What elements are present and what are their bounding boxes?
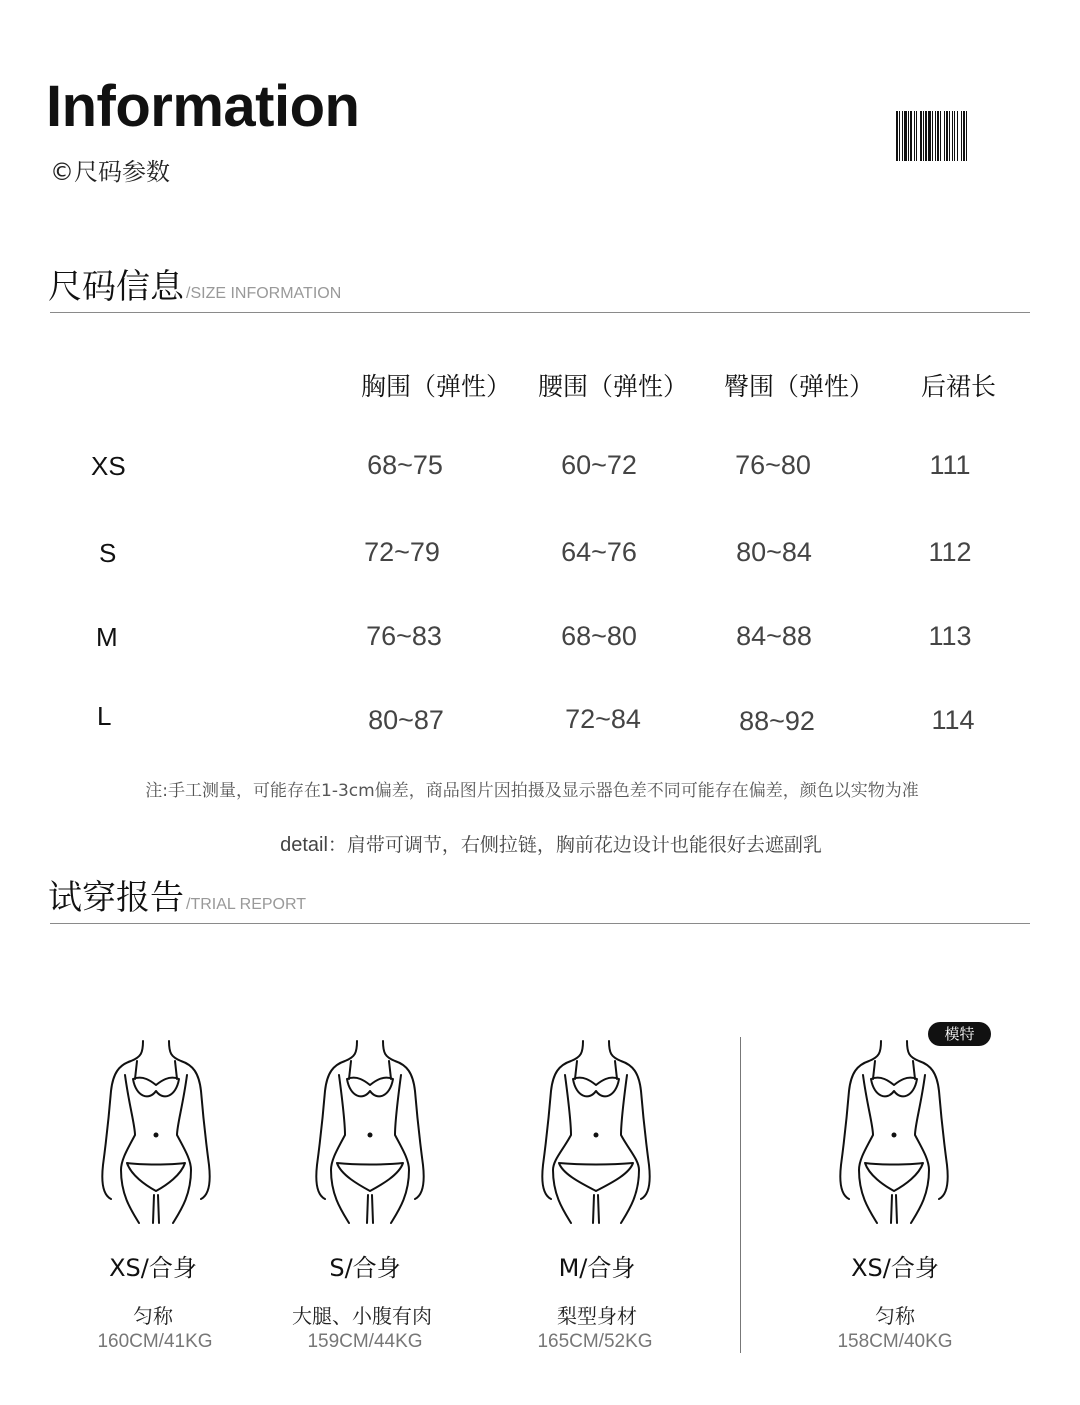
table-cell: 80~87 — [368, 705, 444, 735]
report-measurements: 160CM/41KG — [97, 1331, 213, 1352]
model-divider — [740, 1037, 741, 1353]
table-cell: 60~72 — [561, 450, 637, 480]
trial-section-title — [48, 878, 307, 918]
report-fit: S/合身 — [329, 1254, 401, 1282]
report-measurements: 159CM/44KG — [307, 1331, 423, 1352]
row-label-l: L — [97, 701, 112, 731]
table-cell: 68~80 — [561, 621, 637, 651]
detail-key: detail — [280, 834, 328, 856]
page-subtitle: ©尺码参数 — [50, 158, 170, 186]
table-cell: 72~84 — [565, 704, 641, 734]
column-header-bust: 胸围（弹性） — [361, 372, 512, 401]
trial-section-title-en: /TRIAL REPORT — [186, 896, 307, 913]
column-header-hip: 臀围（弹性） — [724, 372, 875, 401]
section-divider — [50, 923, 1030, 924]
report-body-type: 匀称 — [875, 1304, 915, 1328]
column-header-back-length: 后裙长 — [921, 372, 997, 401]
pear-figure-icon — [531, 1035, 661, 1225]
table-cell: 113 — [928, 621, 972, 651]
report-body-type: 大腿、小腹有肉 — [292, 1304, 432, 1328]
report-body-type: 匀称 — [133, 1304, 173, 1328]
table-cell: 84~88 — [736, 621, 812, 651]
table-cell: 72~79 — [364, 537, 440, 567]
slim-figure-icon — [91, 1035, 221, 1225]
size-section-title — [48, 267, 342, 307]
table-cell: 111 — [929, 450, 971, 480]
page-title: Information — [46, 74, 360, 139]
report-measurements: 165CM/52KG — [537, 1331, 653, 1352]
table-cell: 64~76 — [561, 537, 637, 567]
report-body-type: 梨型身材 — [557, 1304, 637, 1328]
report-fit: XS/合身 — [851, 1254, 939, 1282]
report-measurements: 158CM/40KG — [837, 1331, 953, 1352]
report-fit: M/合身 — [558, 1254, 636, 1282]
table-cell: 112 — [928, 537, 972, 567]
table-cell: 68~75 — [367, 450, 443, 480]
size-section-title-en: /SIZE INFORMATION — [186, 285, 342, 302]
measurement-note: 注:手工测量，可能存在1-3cm偏差，商品图片因拍摄及显示器色差不同可能存在偏差，颜色以实物为准 — [145, 781, 919, 801]
table-cell: 114 — [931, 705, 975, 735]
barcode-icon — [896, 111, 1030, 161]
column-header-waist: 腰围（弹性） — [538, 372, 689, 401]
row-label-s: S — [99, 538, 117, 568]
model-badge: 模特 — [928, 1022, 991, 1046]
trial-section-title-cn: 试穿报告 — [48, 878, 184, 918]
table-cell: 88~92 — [739, 706, 815, 736]
row-label-xs: XS — [91, 451, 126, 481]
section-divider — [50, 312, 1030, 313]
curvy-figure-icon — [305, 1035, 435, 1225]
row-label-m: M — [96, 622, 118, 652]
table-cell: 80~84 — [736, 537, 812, 567]
report-fit: XS/合身 — [109, 1254, 197, 1282]
table-cell: 76~80 — [735, 450, 811, 480]
detail-line — [0, 830, 1080, 857]
size-section-title-cn: 尺码信息 — [48, 267, 184, 307]
slim-figure-icon — [829, 1035, 959, 1225]
table-cell: 76~83 — [366, 621, 442, 651]
detail-text: ：肩带可调节，右侧拉链，胸前花边设计也能很好去遮副乳 — [327, 834, 822, 856]
